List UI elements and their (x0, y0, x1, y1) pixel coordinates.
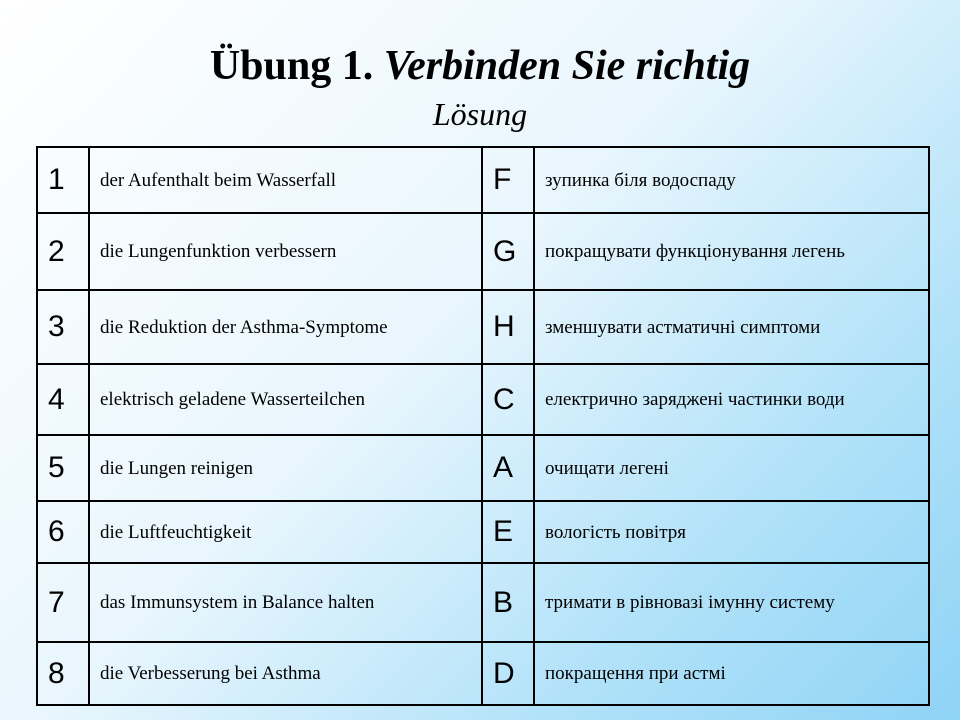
slide-title-block (0, 40, 960, 134)
german-phrase: der Aufenthalt beim Wasserfall (89, 147, 482, 213)
table-row (37, 642, 929, 705)
ukrainian-phrase: покращувати функціонування легень (534, 213, 929, 290)
table-row (37, 364, 929, 435)
solution-table (36, 146, 930, 706)
ukrainian-phrase: електрично заряджені частинки води (534, 364, 929, 435)
row-number: 2 (37, 213, 89, 290)
german-phrase: die Luftfeuchtigkeit (89, 501, 482, 563)
german-phrase: die Lungenfunktion verbessern (89, 213, 482, 290)
ukrainian-phrase: зменшувати астматичні симптоми (534, 290, 929, 364)
german-phrase: die Verbesserung bei Asthma (89, 642, 482, 705)
answer-letter: H (482, 290, 534, 364)
answer-letter: C (482, 364, 534, 435)
german-phrase: die Lungen reinigen (89, 435, 482, 501)
ukrainian-phrase: покращення при астмі (534, 642, 929, 705)
row-number: 4 (37, 364, 89, 435)
ukrainian-phrase: вологість повітря (534, 501, 929, 563)
table-row (37, 290, 929, 364)
table-row (37, 435, 929, 501)
ukrainian-phrase: тримати в рівновазі імунну систему (534, 563, 929, 642)
row-number: 5 (37, 435, 89, 501)
answer-letter: E (482, 501, 534, 563)
slide-subtitle: Lösung (432, 96, 528, 132)
table-row (37, 213, 929, 290)
title-instruction: Verbinden Sie richtig (383, 43, 751, 89)
answer-letter: F (482, 147, 534, 213)
ukrainian-phrase: зупинка біля водоспаду (534, 147, 929, 213)
german-phrase: elektrisch geladene Wasserteilchen (89, 364, 482, 435)
title-exercise-number: Übung 1. (209, 43, 384, 89)
row-number: 3 (37, 290, 89, 364)
table-row (37, 501, 929, 563)
row-number: 6 (37, 501, 89, 563)
row-number: 7 (37, 563, 89, 642)
answer-letter: G (482, 213, 534, 290)
answer-letter: B (482, 563, 534, 642)
slide-title (0, 40, 960, 92)
table-row (37, 147, 929, 213)
german-phrase: die Reduktion der Asthma-Symptome (89, 290, 482, 364)
row-number: 8 (37, 642, 89, 705)
row-number: 1 (37, 147, 89, 213)
table-row (37, 563, 929, 642)
ukrainian-phrase: очищати легені (534, 435, 929, 501)
answer-letter: A (482, 435, 534, 501)
answer-letter: D (482, 642, 534, 705)
german-phrase: das Immunsystem in Balance halten (89, 563, 482, 642)
